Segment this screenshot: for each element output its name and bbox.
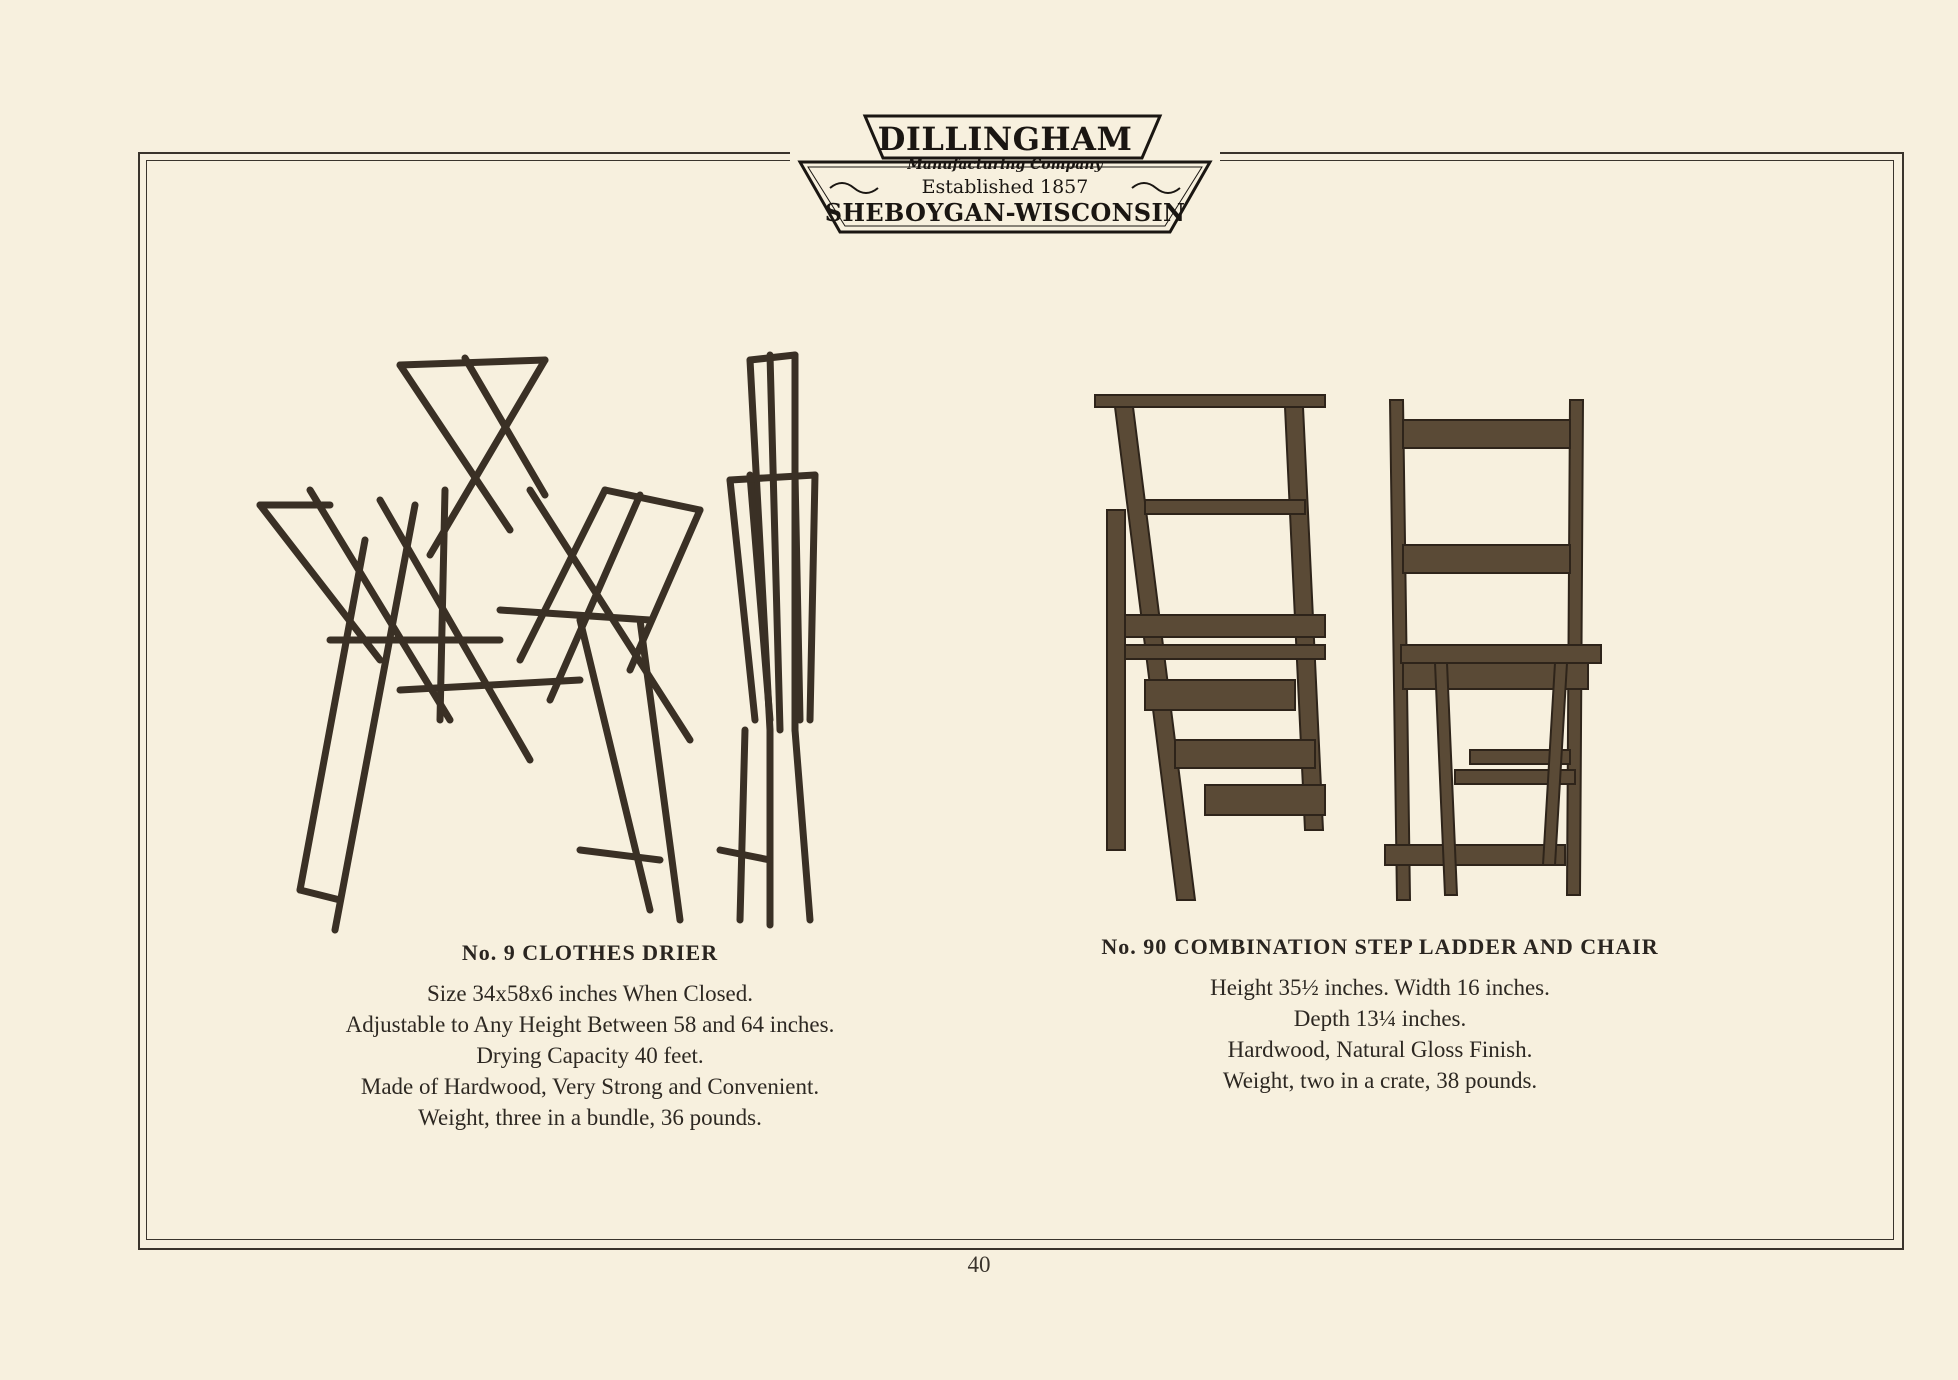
step-ladder-chair-drawing [1085,390,1665,920]
clothes-drier-spec: Made of Hardwood, Very Strong and Convenient. [360,1074,820,1099]
logo-subtitle: Manufacturing Company [907,157,1103,173]
clothes-drier-spec: Size 34x58x6 inches When Closed. [427,981,753,1006]
clothes-drier-illustration [250,340,890,940]
step-ladder-chair-spec: Height 35½ inches. Width 16 inches. [1210,975,1550,1000]
clothes-drier-spec: Weight, three in a bundle, 36 pounds. [418,1105,762,1130]
clothes-drier-spec: Adjustable to Any Height Between 58 and 64 inches. [345,1012,835,1037]
step-ladder-chair-title: No. 90 COMBINATION STEP LADDER AND CHAIR [1101,934,1659,959]
logo-company-name: DILLINGHAM [877,120,1133,158]
page-number: 40 [967,1252,991,1277]
step-ladder-chair-illustration [1085,390,1665,920]
step-ladder-chair-caption [1010,934,1750,1096]
company-logo [790,112,1220,234]
logo-city: SHEBOYGAN-WISCONSIN [824,198,1186,227]
clothes-drier-caption [230,940,950,1133]
step-ladder-chair-spec: Hardwood, Natural Gloss Finish. [1227,1037,1533,1062]
clothes-drier-title: No. 9 CLOTHES DRIER [461,940,719,965]
step-ladder-chair-spec: Weight, two in a crate, 38 pounds. [1222,1068,1538,1093]
clothes-drier-drawing [250,340,890,940]
logo-established: Established 1857 [921,176,1089,198]
clothes-drier-spec: Drying Capacity 40 feet. [476,1043,704,1068]
step-ladder-chair-spec: Depth 13¼ inches. [1293,1006,1467,1031]
